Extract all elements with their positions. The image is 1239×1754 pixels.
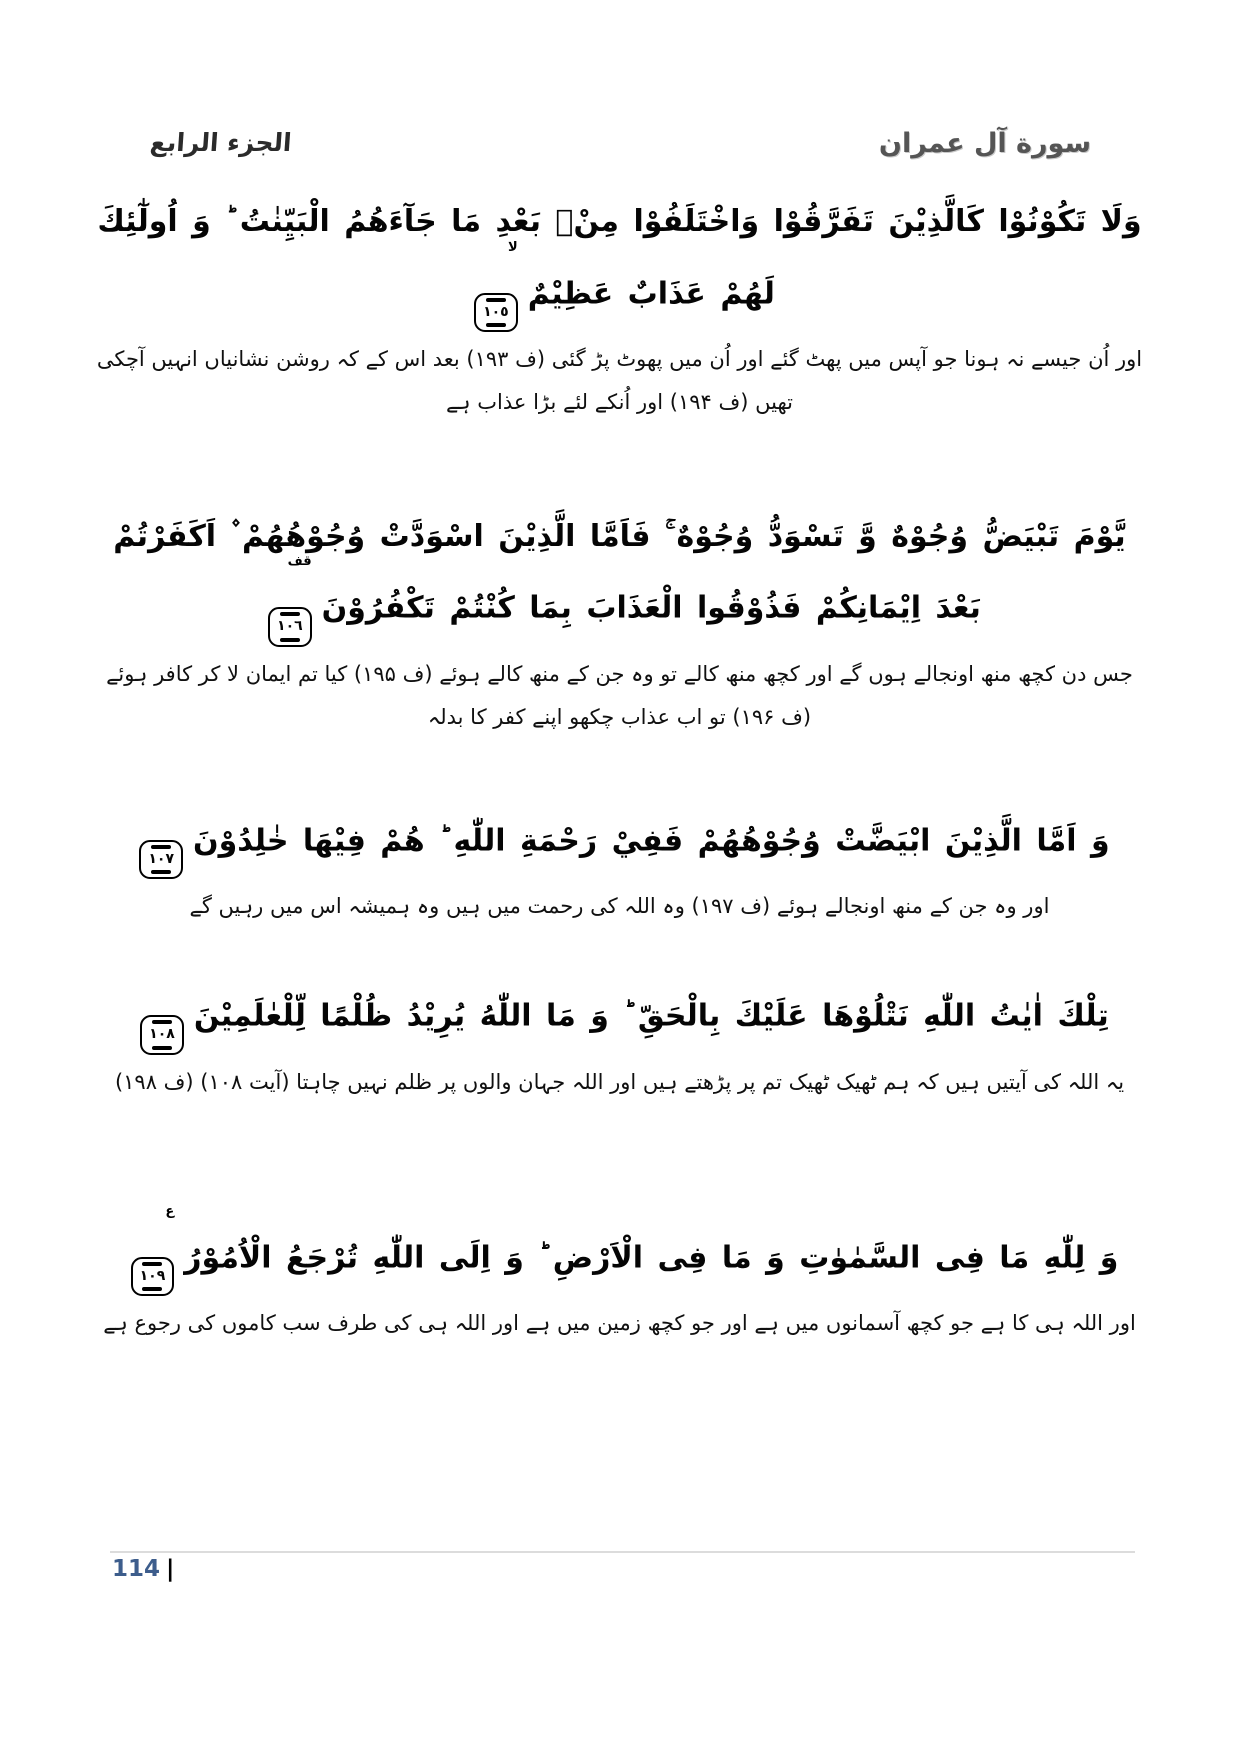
verse-block-106 <box>95 502 1145 739</box>
arabic-verse-106: يَّوْمَ تَبْيَضُّ وُجُوْهٌ وَّ تَسْوَدُّ وُجُوْهٌ ۚ فَاَمَّا الَّذِيْنَ اسْوَدَّتْ وُجُوْهُهُمْ ۫ اَكَفَرْتُمْ بَعْدَ اِيْمَانِكُمْ فَذُوْقُوا الْعَذَابَ بِمَا كُنْتُمْ تَكْفُرُوْنَ <box>113 518 1126 627</box>
medallion-bar-bottom <box>280 638 300 642</box>
verse-arabic-text <box>95 502 1145 647</box>
page-number-bar: | <box>166 1556 175 1582</box>
medallion-bar-top <box>486 298 506 302</box>
urdu-translation-106: جس دن کچھ منھ اونجالے ہوں گے اور کچھ منھ کالے تو وہ جن کے منھ کالے ہوئے (ف ۱۹۵) کیا تم ایمان لا کر کافر ہوئے (ف ۱۹۶) تو اب عذاب چکھو اپنے کفر کا بدلہ <box>106 661 1133 729</box>
verse-arabic-text <box>95 980 1145 1054</box>
medallion-bar-top <box>151 845 171 849</box>
verse-end-ornament <box>131 1203 175 1296</box>
urdu-translation-109: اور اللہ ہی کا ہے جو کچھ آسمانوں میں ہے اور جو کچھ زمین میں ہے اور اللہ ہی کی طرف سب کاموں کی رجوع ہے <box>103 1311 1136 1336</box>
verse-end-ornament <box>268 554 312 646</box>
verse-block-105 <box>95 187 1145 424</box>
verse-number-medallion <box>268 607 312 646</box>
verse-number-medallion <box>140 1015 184 1054</box>
verse-arabic-text <box>95 187 1145 332</box>
waqf-mark: لا <box>508 239 518 255</box>
page-header <box>0 0 1239 159</box>
verse-number: ١٠٦ <box>277 618 303 635</box>
juz-calligraphy-title: الجزء الرابع <box>148 128 293 157</box>
verse-number: ١٠٧ <box>148 850 174 867</box>
verse-block-107 <box>95 805 1145 928</box>
verse-number-medallion <box>131 1257 175 1296</box>
medallion-bar-bottom <box>152 1046 172 1050</box>
arabic-verse-109: وَ لِلّٰهِ مَا فِى السَّمٰوٰتِ وَ مَا فِى الْاَرْضِ ؕ وَ اِلَى اللّٰهِ تُرْجَعُ الْاُمُوْرُ <box>184 1240 1119 1276</box>
footer-divider-line <box>110 1551 1135 1553</box>
urdu-translation-108: یہ اللہ کی آیتیں ہیں کہ ہم ٹھیک ٹھیک تم پر پڑھتے ہیں اور اللہ جہان والوں پر ظلم نہیں چاہتا (آیت ۱۰۸) (ف ۱۹۸) <box>114 1069 1125 1094</box>
verse-block-108 <box>95 980 1145 1103</box>
verses-container <box>95 187 1145 1345</box>
arabic-verse-108: تِلْكَ اٰيٰتُ اللّٰهِ نَتْلُوْهَا عَلَيْكَ بِالْحَقِّ ؕ وَ مَا اللّٰهُ يُرِيْدُ ظُلْمًا لِّلْعٰلَمِيْنَ <box>193 999 1109 1035</box>
verse-arabic-text <box>95 805 1145 879</box>
verse-number-medallion <box>474 293 518 332</box>
verse-block-109 <box>95 1203 1145 1345</box>
arabic-verse-105: وَلَا تَكُوْنُوْا كَالَّذِيْنَ تَفَرَّقُوْا وَاخْتَلَفُوْا مِنْۢ بَعْدِ مَا جَآءَهُمُ الْبَيِّنٰتُ ؕ وَ اُولٰٓئِكَ لَهُمْ عَذَابٌ عَظِيْمٌ <box>97 204 1142 312</box>
medallion-bar-bottom <box>151 870 171 874</box>
medallion-bar-bottom <box>486 323 506 327</box>
surah-calligraphy-title: سورة آل عمران <box>878 128 1091 159</box>
urdu-translation-105: اور اُن جیسے نہ ہونا جو آپس میں پھٹ گئے اور اُن میں پھوٹ پڑ گئی (ف ۱۹۳) بعد اس کے کہ روشن نشانیاں انہیں آچکی تھیں (ف ۱۹۴) اور اُنکے لئے بڑا عذاب ہے <box>96 346 1143 414</box>
verse-end-ornament <box>139 805 183 879</box>
arabic-verse-107: وَ اَمَّا الَّذِيْنَ ابْيَضَّتْ وُجُوْهُهُمْ فَفِيْ رَحْمَةِ اللّٰهِ ؕ هُمْ فِيْهَا خٰلِدُوْنَ <box>193 823 1110 859</box>
verse-number: ١٠٥ <box>483 303 509 320</box>
medallion-bar-bottom <box>142 1287 162 1291</box>
verse-number: ١٠٨ <box>149 1026 175 1043</box>
medallion-bar-top <box>280 612 300 616</box>
page-number-row <box>112 1556 174 1582</box>
verse-number: ١٠٩ <box>139 1267 166 1284</box>
waqf-mark: ع <box>165 1203 175 1219</box>
medallion-bar-top <box>142 1262 162 1266</box>
urdu-translation-107: اور وہ جن کے منھ اونجالے ہوئے (ف ۱۹۷) وہ اللہ کی رحمت میں ہیں وہ ہمیشہ اس میں رہیں گے <box>189 894 1050 919</box>
medallion-bar-top <box>152 1020 172 1024</box>
verse-end-ornament <box>140 980 184 1054</box>
verse-end-ornament <box>474 239 518 332</box>
page-number: 114 <box>112 1556 161 1582</box>
waqf-mark: قف <box>287 554 312 570</box>
verse-number-medallion <box>139 840 183 879</box>
verse-arabic-text <box>95 1203 1145 1296</box>
